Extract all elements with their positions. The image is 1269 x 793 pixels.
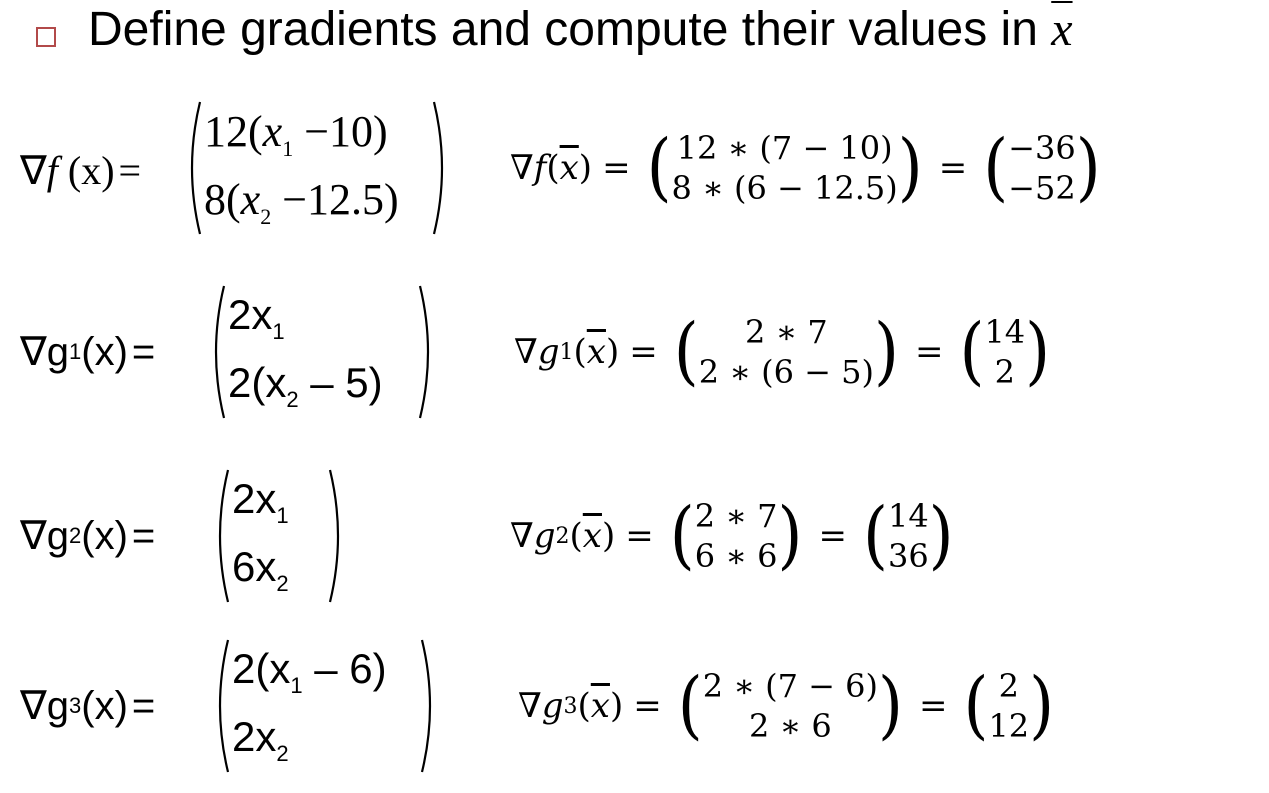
symbolic-entry: $12(x_1 -10)$ bbox=[204, 107, 388, 161]
eval-grad-g2: ∇ g 2 ( $\overline{x}$ ) = ( 2 ∗ 7 6 ∗ 6 ) = ( 14 36 ) bbox=[510, 493, 954, 579]
eval-vector: ( 2 ∗ (7 − 6) 2 ∗ 6 ) bbox=[677, 663, 903, 749]
symbolic-entry: $2x_1$ bbox=[228, 291, 285, 344]
result-vector: ( 14 2 ) bbox=[959, 309, 1051, 395]
symbolic-entry: $2(x_1 - 6)$ bbox=[232, 645, 387, 698]
symbolic-vector-g1 bbox=[206, 284, 436, 420]
result-vector: ( 14 36 ) bbox=[862, 493, 954, 579]
lhs-grad-g2: ∇ g 2 (x) = bbox=[20, 513, 156, 558]
row-grad-g1 bbox=[20, 282, 1260, 422]
heading-xbar: $\overline{x}$ bbox=[1051, 3, 1073, 56]
result-vector: ( 2 12 ) bbox=[963, 663, 1055, 749]
result-vector: ( −36 −52 ) bbox=[983, 125, 1101, 211]
row-grad-g2 bbox=[20, 466, 1260, 606]
eval-grad-g3: ∇ g 3 ( $\overline{x}$ ) = ( 2 ∗ (7 − 6) 2 ∗ 6 ) = ( 2 12 ) bbox=[518, 663, 1055, 749]
eval-vector: ( 2 ∗ 7 2 ∗ (6 − 5) ) bbox=[673, 309, 899, 395]
symbolic-entry: $2x_2$ bbox=[232, 713, 289, 766]
row-grad-g3 bbox=[20, 636, 1260, 776]
eval-grad-f: ∇ f ( $\overline{x}$ ) = ( 12 ∗ (7 − 10) 8 ∗ (6 − 12.5) ) = ( −36 −52 ) bbox=[510, 125, 1101, 211]
lhs-grad-f: ∇ f (x) = bbox=[20, 147, 142, 193]
eval-vector: ( 12 ∗ (7 − 10) 8 ∗ (6 − 12.5) ) bbox=[646, 125, 923, 211]
symbolic-entry: $6x_2$ bbox=[232, 543, 289, 596]
eval-grad-g1: ∇ g 1 ( $\overline{x}$ ) = ( 2 ∗ 7 2 ∗ (6 − 5) ) = ( 14 2 ) bbox=[514, 309, 1051, 395]
symbolic-vector-g2 bbox=[210, 468, 350, 604]
row-grad-f bbox=[20, 100, 1260, 240]
slide-heading bbox=[88, 2, 1073, 57]
symbolic-vector-g3 bbox=[210, 638, 440, 774]
eval-vector: ( 2 ∗ 7 6 ∗ 6 ) bbox=[669, 493, 803, 579]
lhs-grad-g1: ∇ g 1 (x) = bbox=[20, 329, 156, 374]
heading-text: Define gradients and compute their values in bbox=[88, 3, 1052, 56]
symbolic-vector-f bbox=[182, 100, 452, 236]
lhs-grad-g3: ∇ g 3 (x) = bbox=[20, 683, 156, 728]
symbolic-entry: $8(x_2 -12.5)$ bbox=[204, 175, 399, 229]
bullet-icon bbox=[36, 27, 56, 47]
symbolic-entry: $2(x_2 - 5)$ bbox=[228, 359, 383, 412]
symbolic-entry: $2x_1$ bbox=[232, 475, 289, 528]
